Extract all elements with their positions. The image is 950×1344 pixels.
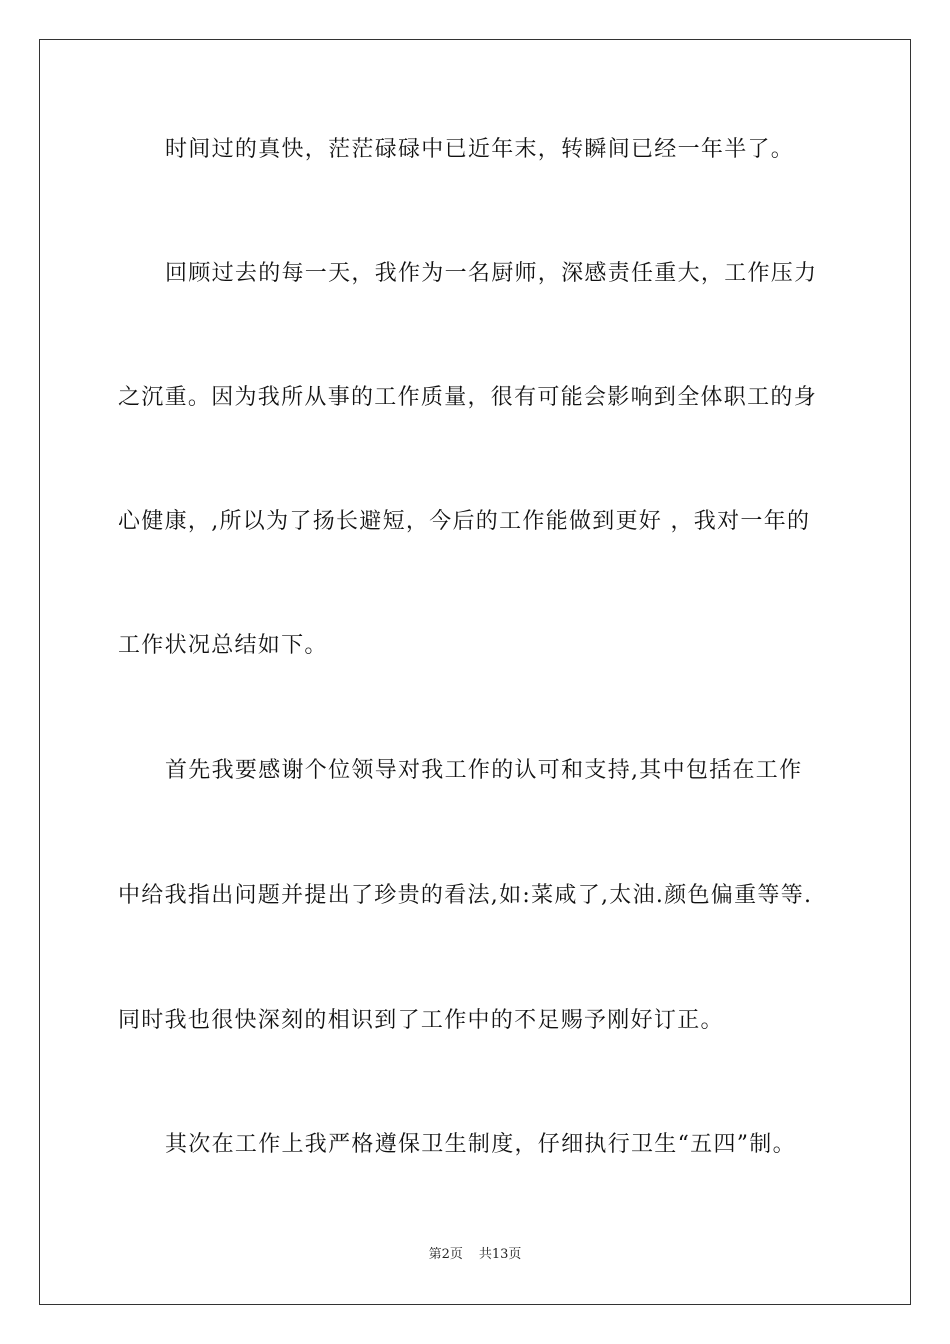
paragraph-line-1: 时间过的真快，茫茫碌碌中已近年末，转瞬间已经一年半了。 xyxy=(165,137,795,162)
page-total: 共13页 xyxy=(478,1247,522,1262)
paragraph-line-3: 之沉重。因为我所从事的工作质量，很有可能会影响到全体职工的身 xyxy=(118,385,818,410)
paragraph-line-6: 首先我要感谢个位领导对我工作的认可和支持,其中包括在工作 xyxy=(165,758,803,783)
paragraph-line-8: 同时我也很快深刻的相识到了工作中的不足赐予刚好订正。 xyxy=(118,1008,724,1033)
page-number: 第2页 xyxy=(428,1247,463,1262)
paragraph-line-4: 心健康，,所以为了扬长避短，今后的工作能做到更好 ，我对一年的 xyxy=(118,509,811,534)
page-footer xyxy=(0,1246,950,1264)
paragraph-line-5: 工作状况总结如下。 xyxy=(118,633,328,658)
paragraph-line-9: 其次在工作上我严格遵保卫生制度，仔细执行卫生“五四”制。 xyxy=(165,1132,796,1157)
page-border xyxy=(39,39,911,1305)
paragraph-line-2: 回顾过去的每一天，我作为一名厨师，深感责任重大，工作压力 xyxy=(165,261,818,286)
paragraph-line-7: 中给我指出问题并提出了珍贵的看法,如:菜咸了,太油.颜色偏重等等. xyxy=(118,883,813,908)
